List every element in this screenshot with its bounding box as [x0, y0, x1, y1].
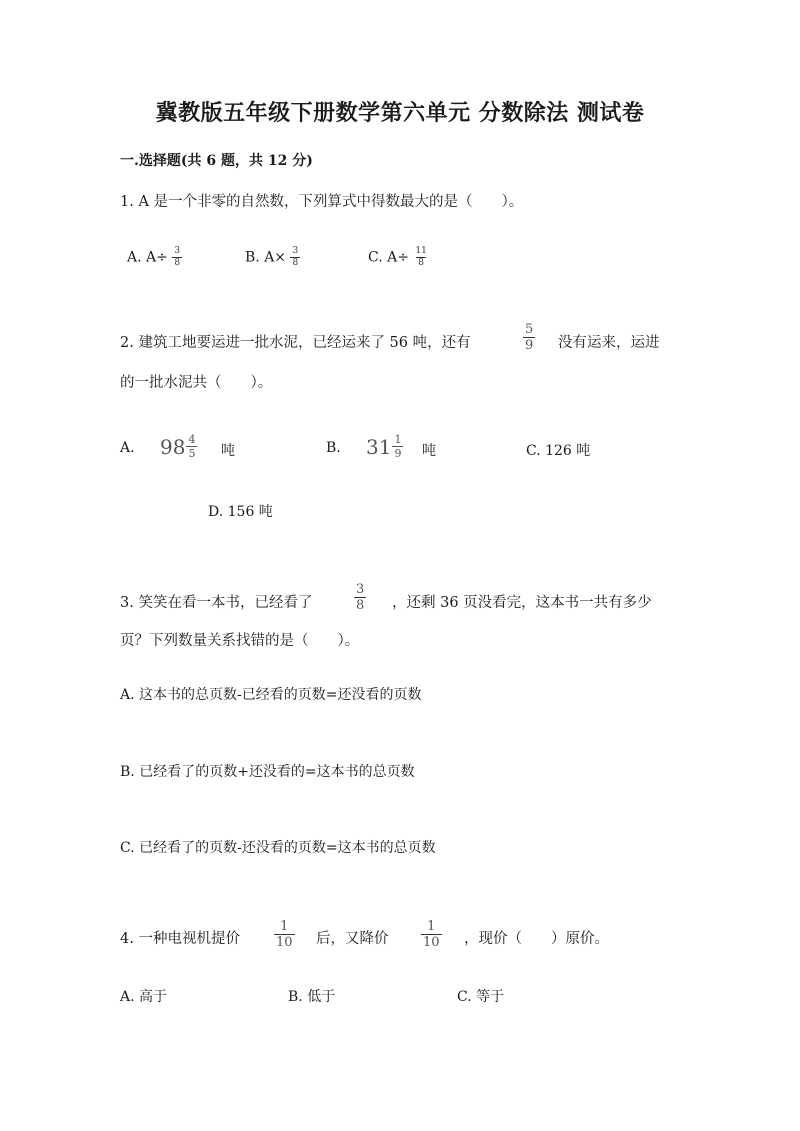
question-2-text-line-2: 的一批水泥共（ ）。: [120, 375, 273, 391]
fraction-denominator: 9: [525, 338, 534, 353]
question-3-fraction: [354, 583, 366, 612]
question-2-option-b-label[interactable]: B.: [326, 440, 341, 456]
fraction-numerator: 4: [188, 433, 196, 446]
question-1-option-b[interactable]: [245, 247, 300, 268]
fraction-numerator: 5: [525, 322, 534, 337]
question-4-text-part-1: 4. 一种电视机提价: [120, 931, 240, 947]
page-title: 冀教版五年级下册数学第六单元 分数除法 测试卷: [155, 100, 645, 126]
fraction-numerator: 1: [280, 919, 289, 934]
question-2-option-b-unit: 吨: [422, 443, 436, 459]
fraction-numerator: 1: [427, 919, 436, 934]
fraction: [172, 247, 182, 268]
fraction-denominator: 8: [418, 258, 425, 268]
fraction-denominator: 8: [356, 598, 365, 613]
question-4-option-a[interactable]: A. 高于: [120, 989, 168, 1005]
question-2-option-c[interactable]: C. 126 吨: [526, 443, 591, 459]
question-1-text: 1. A 是一个非零的自然数，下列算式中得数最大的是（ ）。: [120, 194, 524, 210]
option-prefix: A. A÷: [127, 249, 168, 266]
question-3-text-line-1: 3. 笑笑在看一本书，已经看了: [120, 595, 313, 611]
mixed-whole: 98: [160, 434, 186, 459]
question-4-option-b[interactable]: B. 低于: [288, 989, 336, 1005]
question-2-option-b-value: [366, 434, 403, 459]
fraction-numerator: 3: [292, 246, 299, 256]
question-3-text-line-1-end: ，还剩 36 页没看完，这本书一共有多少: [392, 595, 652, 611]
fraction-denominator: 8: [174, 258, 181, 268]
fraction-denominator: 10: [276, 935, 293, 950]
question-4-text-part-3: ，现价（ ）原价。: [464, 931, 609, 947]
question-3-option-a[interactable]: A. 这本书的总页数-已经看的页数=还没看的页数: [120, 687, 422, 703]
fraction-numerator: 11: [415, 246, 427, 256]
question-1-option-c[interactable]: [368, 247, 429, 268]
fraction: [413, 247, 428, 268]
fraction-numerator: 1: [394, 433, 402, 446]
question-3-option-b[interactable]: B. 已经看了的页数+还没看的=这本书的总页数: [120, 764, 415, 780]
mixed-whole: 31: [366, 434, 392, 459]
fraction-denominator: 9: [394, 447, 402, 460]
question-4-text-part-2: 后，又降价: [316, 931, 389, 947]
fraction-numerator: 3: [174, 246, 181, 256]
question-2-option-a-label[interactable]: A.: [120, 440, 135, 456]
question-2-option-d[interactable]: D. 156 吨: [208, 504, 273, 520]
fraction-denominator: 8: [292, 258, 299, 268]
fraction: [290, 247, 300, 268]
section-heading: 一.选择题(共 6 题，共 12 分): [120, 153, 313, 169]
question-2-text-line-1: 2. 建筑工地要运进一批水泥，已经运来了 56 吨，还有: [120, 335, 471, 351]
question-2-option-a-unit: 吨: [221, 443, 235, 459]
question-3-option-c[interactable]: C. 已经看了的页数-还没看的页数=这本书的总页数: [120, 840, 436, 856]
fraction-denominator: 10: [423, 935, 440, 950]
question-2-fraction: [523, 323, 535, 352]
question-4-fraction-2: [421, 920, 442, 949]
question-2-text-line-1-end: 没有运来，运进: [558, 335, 660, 351]
option-prefix: C. A÷: [368, 249, 409, 266]
question-3-text-line-2: 页？下列数量关系找错的是（ ）。: [120, 633, 360, 649]
fraction-denominator: 5: [188, 447, 196, 460]
question-4-fraction-1: [274, 920, 295, 949]
question-1-option-a[interactable]: [127, 247, 182, 268]
question-4-option-c[interactable]: C. 等于: [457, 989, 505, 1005]
fraction-numerator: 3: [356, 582, 365, 597]
question-2-option-a-value: [160, 434, 197, 459]
option-prefix: B. A×: [245, 249, 287, 266]
